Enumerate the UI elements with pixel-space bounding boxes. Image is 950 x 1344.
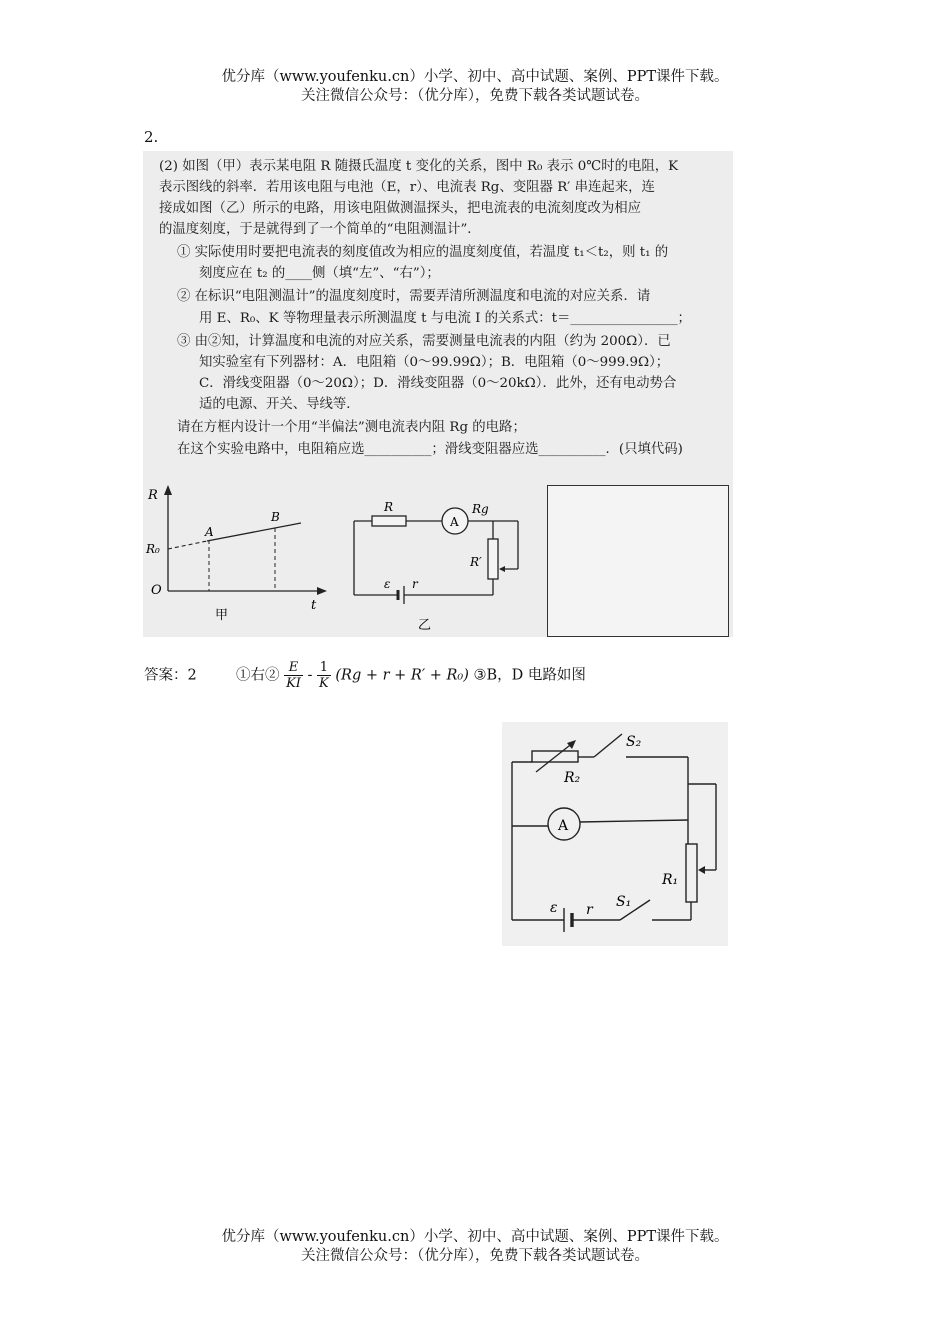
graph-point-a: A [205,525,214,539]
fraction-1-num: E [284,660,303,676]
question-number: 2. [144,128,159,146]
problem-line: C．滑线变阻器（0～20Ω）；D．滑线变阻器（0～20kΩ）．此外，还有电动势合 [199,376,677,391]
answer-circuit [502,722,728,946]
ans-emf-label: ε [550,900,558,916]
answer-prefix: 答案：2 [144,667,197,684]
problem-line: ② 在标识“电阻测温计”的温度刻度时，需要弄清所测温度和电流的对应关系．请 [177,289,651,304]
header-line-2: 关注微信公众号：（优分库），免费下载各类试题试卷。 [301,88,649,104]
answer-box [547,485,729,637]
yi-emf-label: ε [384,577,391,591]
ans-ammeter-label: A [558,818,569,834]
fraction-1 [284,660,303,691]
yi-r-label: r [412,577,418,591]
problem-line: 适的电源、开关、导线等． [199,397,360,412]
graph-origin-label: O [151,583,162,598]
yi-rg-label: Rg [472,502,489,516]
ans-r2-label: R₂ [564,770,581,786]
yi-caption: 乙 [418,618,432,633]
problem-line: 在这个实验电路中，电阻箱应选__________；滑线变阻器应选__________．(只填代码) [177,442,683,457]
graph-caption: 甲 [215,608,229,623]
footer-line-2: 关注微信公众号：（优分库），免费下载各类试题试卷。 [301,1248,649,1264]
fraction-1-den: KI [286,676,301,691]
footer-line-1: 优分库（www.youfenku.cn）小学、初中、高中试题、案例、PPT课件下载。 [221,1229,729,1245]
header-line-1: 优分库（www.youfenku.cn）小学、初中、高中试题、案例、PPT课件下载。 [221,69,729,85]
problem-line: 表示图线的斜率．若用该电阻与电池（E，r）、电流表 Rg、变阻器 R′ 串连起来，连 [159,180,655,195]
problem-line: 接成如图（乙）所示的电路，用该电阻做测温探头，把电流表的电流刻度改为相应 [159,201,642,216]
ans-r-label: r [586,902,593,918]
graph-point-b: B [271,510,280,524]
ans-s1-label: S₁ [616,894,632,910]
ans-r1-label: R₁ [662,872,679,888]
graph-jia [143,481,343,637]
graph-r0-label: R₀ [146,542,160,556]
fraction-2 [317,660,331,691]
answer-suffix: ③B，D 电路如图 [473,667,586,684]
graph-y-label: R [148,488,158,503]
graph-x-label: t [311,598,317,613]
problem-line: ① 实际使用时要把电流表的刻度值改为相应的温度刻度值，若温度 t₁＜t₂，则 t₁ 的 [177,245,669,260]
problem-line: ③ 由②知，计算温度和电流的对应关系，需要测量电流表的内阻（约为 200Ω）．已 [177,334,671,349]
problem-line: 刻度应在 t₂ 的____侧（填“左”、“右”）； [199,266,440,281]
answer-minus: - [307,667,313,684]
problem-scan [143,151,733,637]
ans-s2-label: S₂ [626,734,642,750]
problem-line: (2) 如图（甲）表示某电阻 R 随摄氏温度 t 变化的关系，图中 R₀ 表示 0℃时的电阻，K [159,159,679,174]
yi-ammeter-label: A [450,515,459,529]
circuit-yi [348,491,543,637]
answer-bracket-expr: (Rg + r + R′ + R₀) [335,667,469,684]
fraction-2-den: K [319,676,329,691]
problem-line: 用 E、R₀、K 等物理量表示所测温度 t 与电流 I 的关系式：t＝________________； [199,311,691,326]
answer-line [144,660,586,691]
problem-line: 请在方框内设计一个用“半偏法”测电流表内阻 Rg 的电路； [177,420,526,435]
problem-line: 的温度刻度，于是就得到了一个简单的“电阻测温计”． [159,222,481,237]
problem-line: 知实验室有下列器材：A．电阻箱（0～99.99Ω）；B．电阻箱（0～999.9Ω）； [199,355,670,370]
fraction-2-num: 1 [317,660,331,676]
yi-resistor-label: R [384,500,394,514]
yi-rheostat-label: R′ [470,555,482,569]
answer-part1: ①右② [235,667,280,684]
